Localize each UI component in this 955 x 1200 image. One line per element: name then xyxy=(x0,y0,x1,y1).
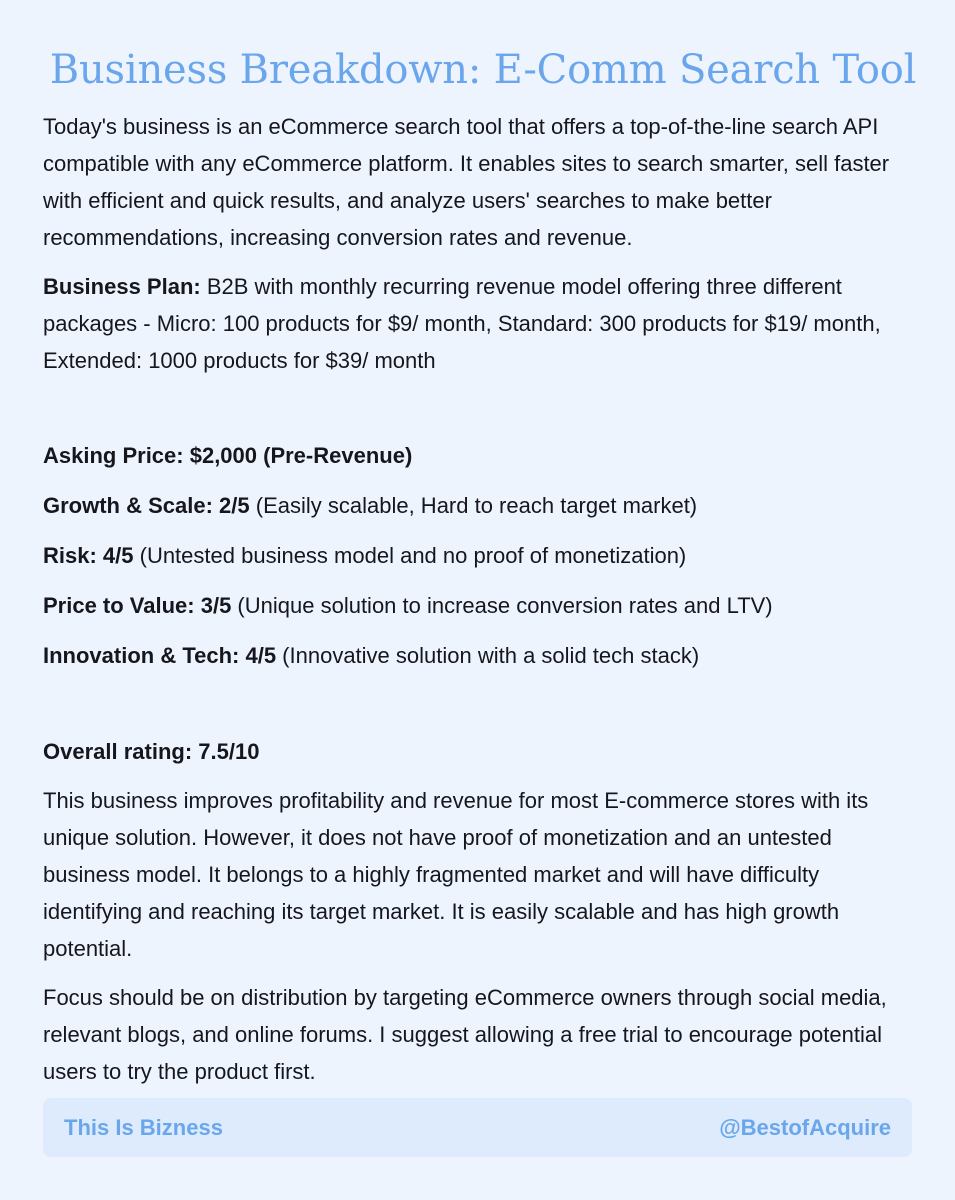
focus-paragraph: Focus should be on distribution by targeting eCommerce owners through social media, relevant blogs, and online forums. I suggest allowing a free trial to encourage potential users to try the product first. xyxy=(43,985,887,1084)
intro-paragraph: Today's business is an eCommerce search tool that offers a top-of-the-line search API compatible with any eCommerce platform. It enables sites to search smarter, sell faster with efficient and quick results, and analyze users' searches to make better recommendations, increasing conversion rates and revenue. xyxy=(43,114,890,250)
metric-label: Growth & Scale: 2/5 xyxy=(43,493,250,518)
overall-rating: Overall rating: 7.5/10 xyxy=(43,739,260,764)
footer-brand: This Is Bizness xyxy=(64,1114,223,1140)
page-title: Business Breakdown: E-Comm Search Tool xyxy=(49,47,917,93)
asking-price xyxy=(43,437,923,474)
business-plan-text: B2B with monthly recurring revenue model offering three different packages - Micro: 100 products for $9/ month, Standard: 300 products for $19/ month, Extended: 1000 products for $39/ month xyxy=(43,274,881,373)
business-plan-paragraph xyxy=(43,268,923,379)
metric-label: Innovation & Tech: 4/5 xyxy=(43,643,277,668)
summary-paragraph: This business improves profitability and revenue for most E-commerce stores with its unique solution. However, it does not have proof of monetization and an untested business model. It belongs to a highly fragmented market and will have difficulty identifying and reaching its target market. It is easily scalable and has high growth potential. xyxy=(43,788,869,961)
footer-bar xyxy=(43,1098,912,1157)
metric-label: Price to Value: 3/5 xyxy=(43,593,232,618)
metric-text: (Untested business model and no proof of monetization) xyxy=(133,543,687,568)
metric-growth-scale xyxy=(43,487,923,524)
metric-risk xyxy=(43,537,923,574)
asking-price-label: Asking Price: $2,000 (Pre-Revenue) xyxy=(43,443,413,468)
metrics-section xyxy=(43,437,923,674)
breakdown-card xyxy=(43,42,923,1090)
metric-label: Risk: 4/5 xyxy=(43,543,134,568)
metric-innovation-tech xyxy=(43,637,923,674)
metric-text: (Unique solution to increase conversion rates and LTV) xyxy=(231,593,773,618)
footer-handle: @BestofAcquire xyxy=(719,1114,891,1140)
metric-text: (Easily scalable, Hard to reach target market) xyxy=(249,493,698,518)
business-plan-label: Business Plan: xyxy=(43,274,201,299)
metric-price-to-value xyxy=(43,587,923,624)
metric-text: (Innovative solution with a solid tech stack) xyxy=(276,643,700,668)
